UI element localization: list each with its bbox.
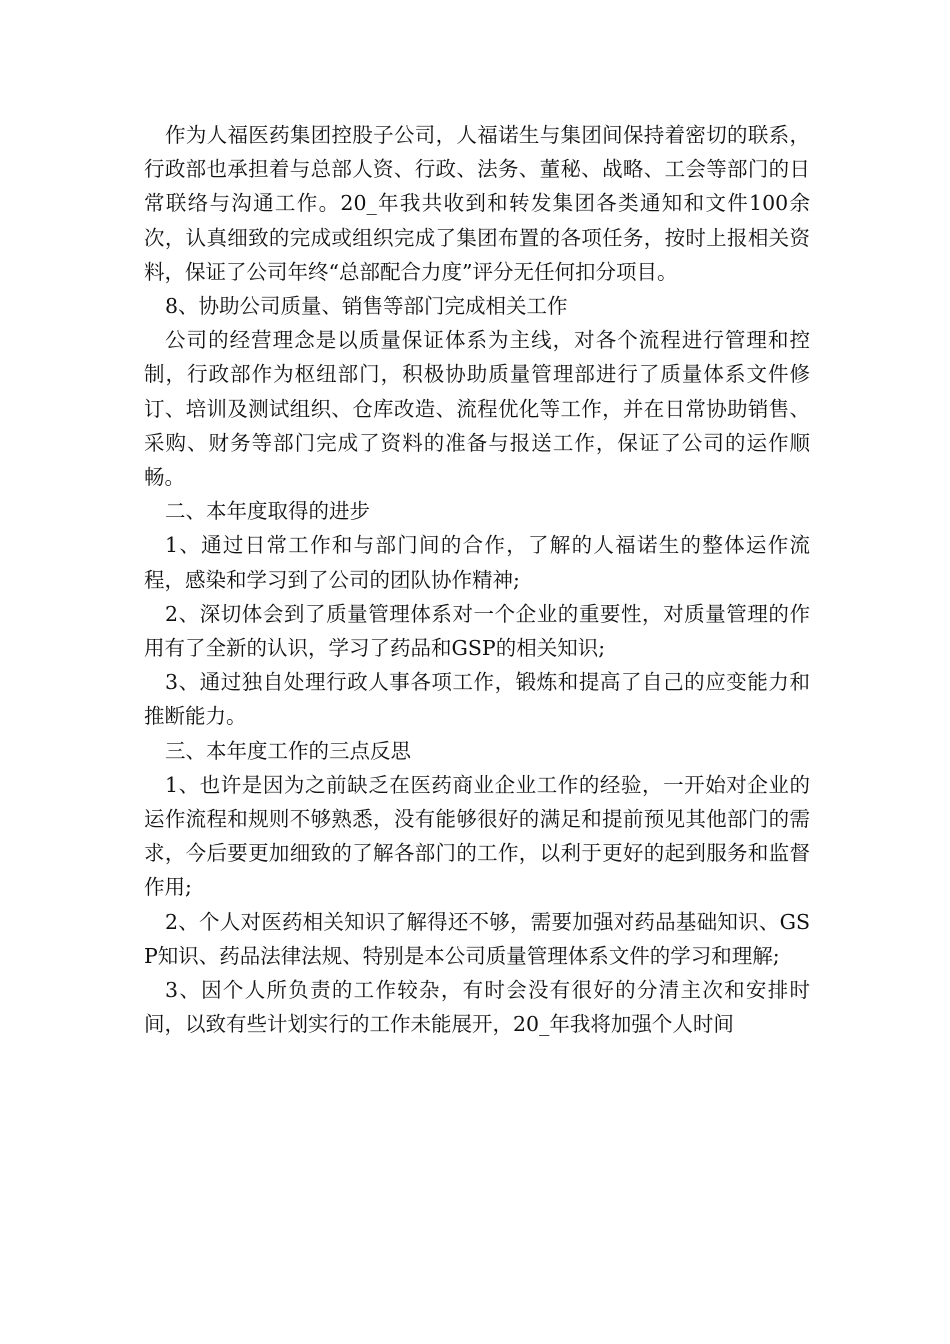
reflection-item-3: 3、因个人所负责的工作较杂，有时会没有很好的分清主次和安排时间，以致有些计划实行的工作未能展开，20_年我将加强个人时间 [144,978,810,1037]
section-heading-reflections: 三、本年度工作的三点反思 [165,738,411,763]
reflection-item-1: 1、也许是因为之前缺乏在医药商业企业工作的经验，一开始对企业的运作流程和规则不够熟悉，没有能够很好的满足和提前预见其他部门的需求，今后要更加细致的了解各部门的工作，以利于更好的起到服务和监督作用; [144,772,810,900]
heading-item-8: 8、协助公司质量、销售等部门完成相关工作 [165,294,568,319]
progress-item-2: 2、深切体会到了质量管理体系对一个企业的重要性，对质量管理的作用有了全新的认识，学习了药品和GSP的相关知识; [144,601,810,661]
paragraph-quality-support: 公司的经营理念是以质量保证体系为主线，对各个流程进行管理和控制，行政部作为枢纽部门，积极协助质量管理部进行了质量体系文件修订、培训及测试组织、仓库改造、流程优化等工作，并在日常协助销售、采购、财务等部门完成了资料的准备与报送工作，保证了公司的运作顺畅。 [144,328,810,490]
progress-item-1: 1、通过日常工作和与部门间的合作，了解的人福诺生的整体运作流程，感染和学习到了公司的团队协作精神; [144,533,810,592]
section-heading-progress: 二、本年度取得的进步 [165,499,370,524]
reflection-item-2: 2、个人对医药相关知识了解得还不够，需要加强对药品基础知识、GSP知识、药品法律法规、特别是本公司质量管理体系文件的学习和理解; [144,909,810,968]
progress-item-3: 3、通过独自处理行政人事各项工作，锻炼和提高了自己的应变能力和推断能力。 [144,670,810,729]
document-body [144,118,810,1041]
paragraph-group-liaison: 作为人福医药集团控股子公司，人福诺生与集团间保持着密切的联系，行政部也承担着与总部人资、行政、法务、董秘、战略、工会等部门的日常联络与沟通工作。20_年我共收到和转发集团各类通知和文件100余次，认真细致的完成或组织完成了集团布置的各项任务，按时上报相关资料，保证了公司年终“总部配合力度”评分无任何扣分项目。 [144,123,810,284]
